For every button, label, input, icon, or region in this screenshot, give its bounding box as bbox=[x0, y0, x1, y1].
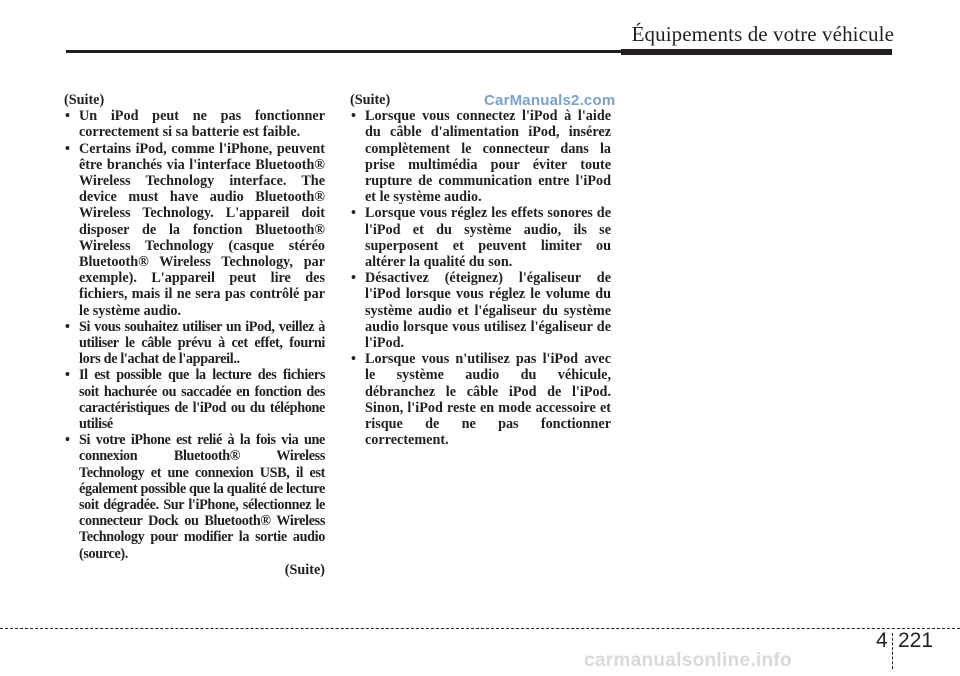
continued-heading: (Suite) bbox=[350, 92, 391, 108]
header-rule-accent bbox=[621, 49, 892, 55]
list-item: • Un iPod peut ne pas fonctionner correctement si sa batterie est faible. bbox=[64, 108, 325, 140]
list-item: • Lorsque vous n'utilisez pas l'iPod avec le système audio du véhicule, débranchez le câble iPod de l'iPod. Sinon, l'iPod reste en mode accessoire et risque de ne pas fonctionner correctement. bbox=[350, 351, 611, 448]
footer-watermark: carmanualsonline.info bbox=[584, 650, 792, 671]
list-item: • Si vous souhaitez utiliser un iPod, veillez à utiliser le câble prévu à cet effet, fourni lors de l'achat de l'appareil.. bbox=[64, 319, 325, 368]
continued-heading: (Suite) bbox=[64, 92, 105, 108]
bullet-list bbox=[64, 108, 325, 562]
right-column bbox=[350, 92, 611, 448]
bullet-list bbox=[350, 108, 611, 448]
list-item: • Lorsque vous réglez les effets sonores de l'iPod et du système audio, ils se superposent et peuvent limiter ou altérer la qualité du son. bbox=[350, 205, 611, 270]
list-item: • Lorsque vous connectez l'iPod à l'aide du câble d'alimentation iPod, insérez complètement le connecteur dans la prise multimédia pour éviter toute rupture de communication entre l'iPod et le système audio. bbox=[350, 108, 611, 205]
footer-dashed-rule bbox=[0, 628, 960, 629]
watermark-text: CarManuals2.com bbox=[484, 92, 616, 109]
list-item: • Désactivez (éteignez) l'égaliseur de l'iPod lorsque vous réglez le volume du système audio et l'égaliseur du système audio lorsque vous utilisez l'égaliseur de l'iPod. bbox=[350, 270, 611, 351]
list-item: • Si votre iPhone est relié à la fois via une connexion Bluetooth® Wireless Technology et une connexion USB, il est également possible que la qualité de lecture soit dégradée. Sur l'iPhone, sélectionnez le connecteur Dock ou Bluetooth® Wireless Technology pour modifier la sortie audio (source). bbox=[64, 432, 325, 562]
left-column bbox=[64, 92, 325, 578]
page-number: 221 bbox=[898, 629, 934, 652]
list-item: • Certains iPod, comme l'iPhone, peuvent être branchés via l'interface Bluetooth® Wireless Technology interface. The device must have audio Bluetooth® Wireless Technology. L'appareil doit disposer de la fonction Bluetooth® Wireless Technology (casque stéréo Bluetooth® Wireless Technology, par exemple). L'appareil peut lire des fichiers, mais il ne sera pas contrôlé par le système audio. bbox=[64, 141, 325, 319]
continued-trailing: (Suite) bbox=[284, 561, 325, 578]
page-header-title: Équipements de votre véhicule bbox=[631, 22, 894, 46]
chapter-number: 4 bbox=[876, 629, 888, 652]
list-item: • Il est possible que la lecture des fichiers soit hachurée ou saccadée en fonction des caractéristiques de l'iPod ou du téléphone utilisé bbox=[64, 367, 325, 432]
page-number-separator bbox=[892, 633, 893, 669]
